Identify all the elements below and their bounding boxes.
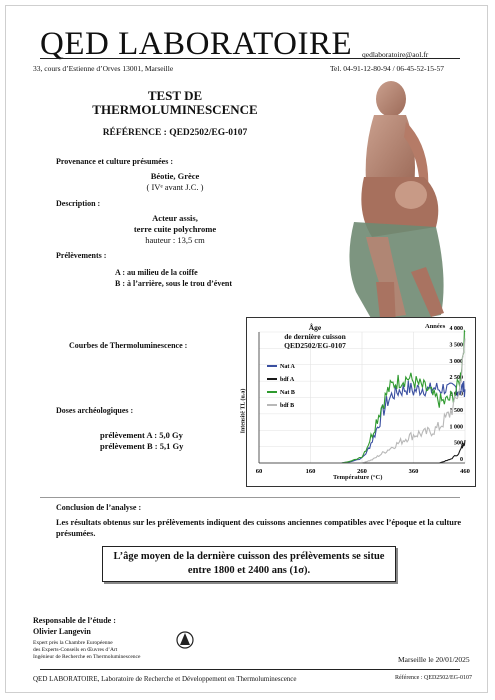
sample-b: B : à l’arrière, sous le trou d’évent bbox=[115, 279, 233, 288]
chart-y-tick-label: 3 000 bbox=[449, 358, 463, 365]
credential-1: Expert près la Chambre Européenne bbox=[33, 640, 113, 646]
lab-address: 33, cours d’Estienne d’Orves 13001, Marseille bbox=[33, 64, 174, 73]
chart-legend-label: bdf A bbox=[280, 377, 295, 383]
responsible-name: Olivier Langevin bbox=[33, 627, 91, 636]
description-label: Description : bbox=[56, 199, 101, 208]
credential-2: des Experts-Conseils en Œuvres d’Art bbox=[33, 647, 118, 653]
chart-title bbox=[265, 323, 365, 350]
credential-3: Ingénieur de Recherche en Thermoluminescence bbox=[33, 654, 141, 660]
lab-name: QED LABORATOIRE bbox=[40, 26, 353, 62]
curves-label: Courbes de Thermoluminescence : bbox=[69, 341, 188, 350]
chart-legend-label: Nat B bbox=[280, 390, 295, 396]
city-date: Marseille le 20/01/2025 bbox=[398, 655, 470, 664]
samples-label: Prélèvements : bbox=[56, 251, 107, 260]
chart-x-tick-label: 260 bbox=[357, 468, 367, 475]
chart-xlabel: Température (°C) bbox=[333, 474, 383, 481]
provenance-period: ( IVᵉ avant J.C. ) bbox=[146, 182, 204, 192]
footer-lab-desc: Laboratoire de Recherche et Développement en Thermoluminescence bbox=[99, 675, 297, 683]
age-line-1: L’âge moyen de la dernière cuisson des prélèvements se situe bbox=[113, 551, 385, 562]
description-block bbox=[50, 213, 300, 246]
chart-years-label: Années bbox=[425, 323, 446, 330]
document-title bbox=[60, 89, 290, 117]
responsible-label: Responsable de l’étude : bbox=[33, 616, 116, 625]
chart-title-line-3: QED2502/EG-0107 bbox=[284, 341, 346, 350]
chart-title-line-1: Âge bbox=[308, 323, 322, 332]
chart-legend-label: bdf B bbox=[280, 403, 295, 409]
statue-mask bbox=[395, 181, 427, 209]
footer-rule bbox=[40, 669, 460, 670]
doses-label: Doses archéologiques : bbox=[56, 406, 134, 415]
lab-phone: Tel. 04-91-12-80-94 / 06-45-52-15-57 bbox=[330, 64, 445, 73]
dose-a: prélèvement A : 5,0 Gy bbox=[100, 430, 183, 440]
age-result-box bbox=[102, 546, 396, 582]
title-line-2: THERMOLUMINESCENCE bbox=[92, 102, 258, 117]
section-rule bbox=[40, 497, 460, 498]
header-rule bbox=[40, 58, 460, 59]
dose-b: prélèvement B : 5,1 Gy bbox=[100, 441, 184, 451]
expert-chamber-logo-icon bbox=[176, 630, 194, 650]
chart-x-tick-label: 360 bbox=[408, 468, 419, 475]
statue-photo bbox=[336, 77, 456, 332]
chart-title-line-2: de dernière cuisson bbox=[284, 332, 346, 341]
chart-y-tick-label: 4 000 bbox=[449, 326, 463, 332]
chart-y-tick-label: 3 500 bbox=[449, 342, 463, 349]
statue-head bbox=[376, 81, 406, 117]
responsible-credentials bbox=[33, 640, 140, 661]
sample-a: A : au milieu de la coiffe bbox=[115, 268, 198, 277]
provenance-block bbox=[50, 171, 300, 193]
chart-y-tick-label: 2 000 bbox=[449, 391, 463, 398]
chart-x-tick-label: 160 bbox=[305, 468, 316, 475]
description-line-2: terre cuite polychrome bbox=[133, 224, 217, 234]
conclusion-text: Les résultats obtenus sur les prélèvements indiquent des cuissons anciennes compatibles avec l’époque et la culture présumées. bbox=[56, 518, 462, 538]
tl-chart-frame bbox=[240, 317, 476, 487]
chart-y-tick-label: 2 500 bbox=[449, 375, 463, 382]
chart-ylabel: Intensité TL (u.a) bbox=[240, 388, 247, 434]
chart-y-tick-label: 0 bbox=[460, 457, 463, 463]
age-line-2: entre 1800 et 2400 ans (1σ). bbox=[187, 565, 311, 576]
chart-legend-label: Nat A bbox=[280, 364, 295, 370]
description-height: hauteur : 13,5 cm bbox=[145, 235, 205, 245]
provenance-label: Provenance et culture présumées : bbox=[56, 157, 174, 166]
chart-x-tick-label: 60 bbox=[255, 468, 263, 475]
chart-y-tick-label: 1 500 bbox=[449, 407, 463, 414]
lab-email: qedlaboratoire@aol.fr bbox=[362, 50, 429, 59]
reference: RÉFÉRENCE : QED2502/EG-0107 bbox=[102, 128, 248, 138]
chart-x-tick-label: 460 bbox=[460, 468, 470, 475]
footer-lab bbox=[33, 675, 297, 683]
chart-y-tick-label: 500 bbox=[454, 440, 463, 447]
title-line-1: TEST DE bbox=[147, 88, 203, 103]
description-line-1: Acteur assis, bbox=[152, 213, 198, 223]
footer-lab-name: QED LABORATOIRE, bbox=[33, 675, 100, 683]
chart-y-tick-label: 1 000 bbox=[449, 424, 463, 431]
conclusion-label: Conclusion de l’analyse : bbox=[56, 503, 142, 512]
provenance-place: Béotie, Grèce bbox=[150, 171, 200, 181]
footer-reference: Référence : QED2502/EG-0107 bbox=[395, 675, 472, 681]
